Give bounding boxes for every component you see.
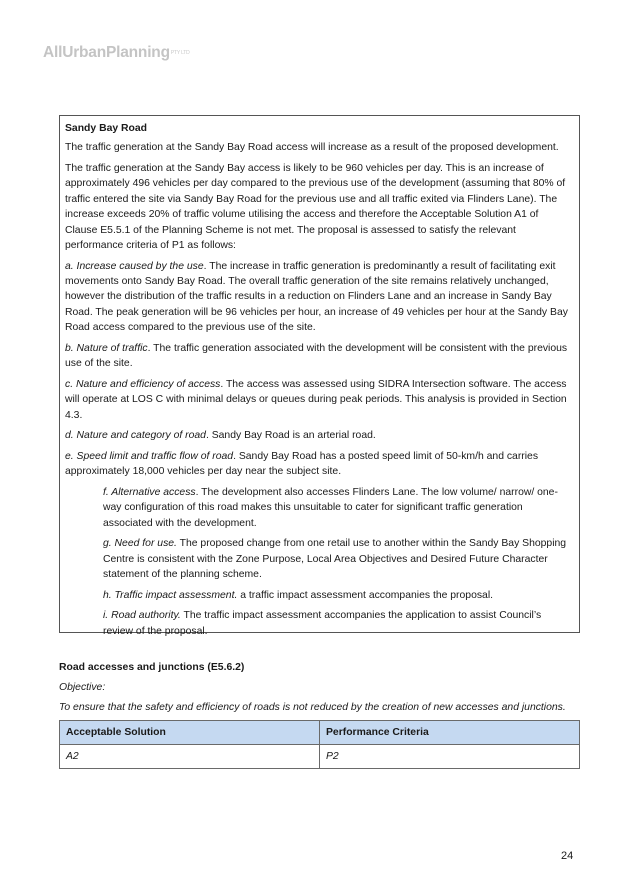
section-heading: Road accesses and junctions (E5.6.2) <box>59 662 245 673</box>
criteria-text: . The increase in traffic generation is predominantly a result of facilitating exit movements onto Sandy Bay Road. The overall traffic generation of the site remains relatively unchanged, however the distribution of the traffic results in a reduction on Flinders Lane and an increase in Sandy Bay Road. The peak generation will be 96 vehicles per hour, an increase of 49 vehicles per hour at the Sandy Bay Road access compared to the previous use of the site. <box>65 260 568 334</box>
objective-label: Objective: <box>59 682 106 693</box>
table-cell: P2 <box>320 745 580 769</box>
assessment-box <box>59 115 580 637</box>
criteria-label: h. Traffic impact assessment. <box>103 589 238 601</box>
criteria-label: f. Alternative access <box>103 486 196 498</box>
criteria-text: The proposed change from one retail use to another within the Sandy Bay Shopping Centre is consistent with the Zone Purpose, Local Area Objectives and Desired Future Character statement of the planning scheme. <box>103 538 567 581</box>
logo-mark: PTY LTD <box>170 50 190 56</box>
criteria-text: . Sandy Bay Road is an arterial road. <box>205 430 376 442</box>
criteria-item-d <box>65 428 573 443</box>
criteria-item-b <box>65 341 573 372</box>
criteria-text: . The access was assessed using SIDRA Intersection software. The access will operate at LOS C with minimal delays or queues during peak periods. This analysis is provided in Section 4.3. <box>65 378 567 421</box>
table-cell: A2 <box>60 745 320 769</box>
criteria-label: c. Nature and efficiency of access <box>65 378 221 390</box>
logo-text: AllUrbanPlanning <box>43 44 170 61</box>
standards-table <box>59 720 580 769</box>
criteria-label: d. Nature and category of road <box>65 430 206 442</box>
criteria-label: i. Road authority. <box>103 610 181 622</box>
criteria-item-c <box>65 377 573 423</box>
criteria-label: g. Need for use. <box>103 538 177 550</box>
criteria-text: . Sandy Bay Road has a posted speed limit of 50-km/h and carries approximately 18,000 vehicles per day near the subject site. <box>65 450 539 478</box>
box-paragraph-1: The traffic generation at the Sandy Bay Road access will increase as a result of the proposed development. <box>65 142 559 154</box>
company-logo <box>43 44 190 62</box>
criteria-item-a <box>65 259 573 336</box>
table-header-row <box>60 721 580 745</box>
page-number: 24 <box>561 850 574 862</box>
box-paragraph-2: The traffic generation at the Sandy Bay access is likely to be 960 vehicles per day. This is an increase of approximately 496 vehicles per day compared to the previous use of the development (assuming that 80% of traffic entered the site via Sandy Bay Road for the previous use and all traffic exited via Flinders Lane). The increase exceeds 20% of traffic volume utilising the access and therefore the Acceptable Solution A1 of Clause E5.5.1 of the Planning Scheme is not met. The proposal is assessed to satisfy the relevant performance criteria of P1 as follows: <box>65 163 566 252</box>
criteria-label: e. Speed limit and traffic flow of road <box>65 450 234 462</box>
criteria-item-h <box>65 588 573 603</box>
criteria-item-e <box>65 449 573 480</box>
criteria-item-g <box>65 536 573 582</box>
criteria-item-f <box>65 485 573 531</box>
table-header-cell: Performance Criteria <box>320 721 580 745</box>
criteria-label: a. Increase caused by the use <box>65 260 204 272</box>
objective-statement: To ensure that the safety and efficiency of roads is not reduced by the creation of new accesses and junctions. <box>59 702 566 713</box>
table-row <box>60 745 580 769</box>
criteria-item-i <box>65 608 573 639</box>
criteria-text: a traffic impact assessment accompanies the proposal. <box>237 589 494 601</box>
criteria-text: . The traffic generation associated with the development will be consistent with the previous use of the site. <box>65 342 568 370</box>
criteria-label: b. Nature of traffic <box>65 342 148 354</box>
box-heading: Sandy Bay Road <box>65 123 147 134</box>
criteria-text: The traffic impact assessment accompanies the application to assist Council’s review of the proposal. <box>103 610 542 637</box>
criteria-text: . The development also accesses Flinders Lane. The low volume/ narrow/ one-way configuration of this road makes this unsuitable to cater for significant traffic generation associated with the development. <box>103 486 558 529</box>
table-header-cell: Acceptable Solution <box>60 721 320 745</box>
